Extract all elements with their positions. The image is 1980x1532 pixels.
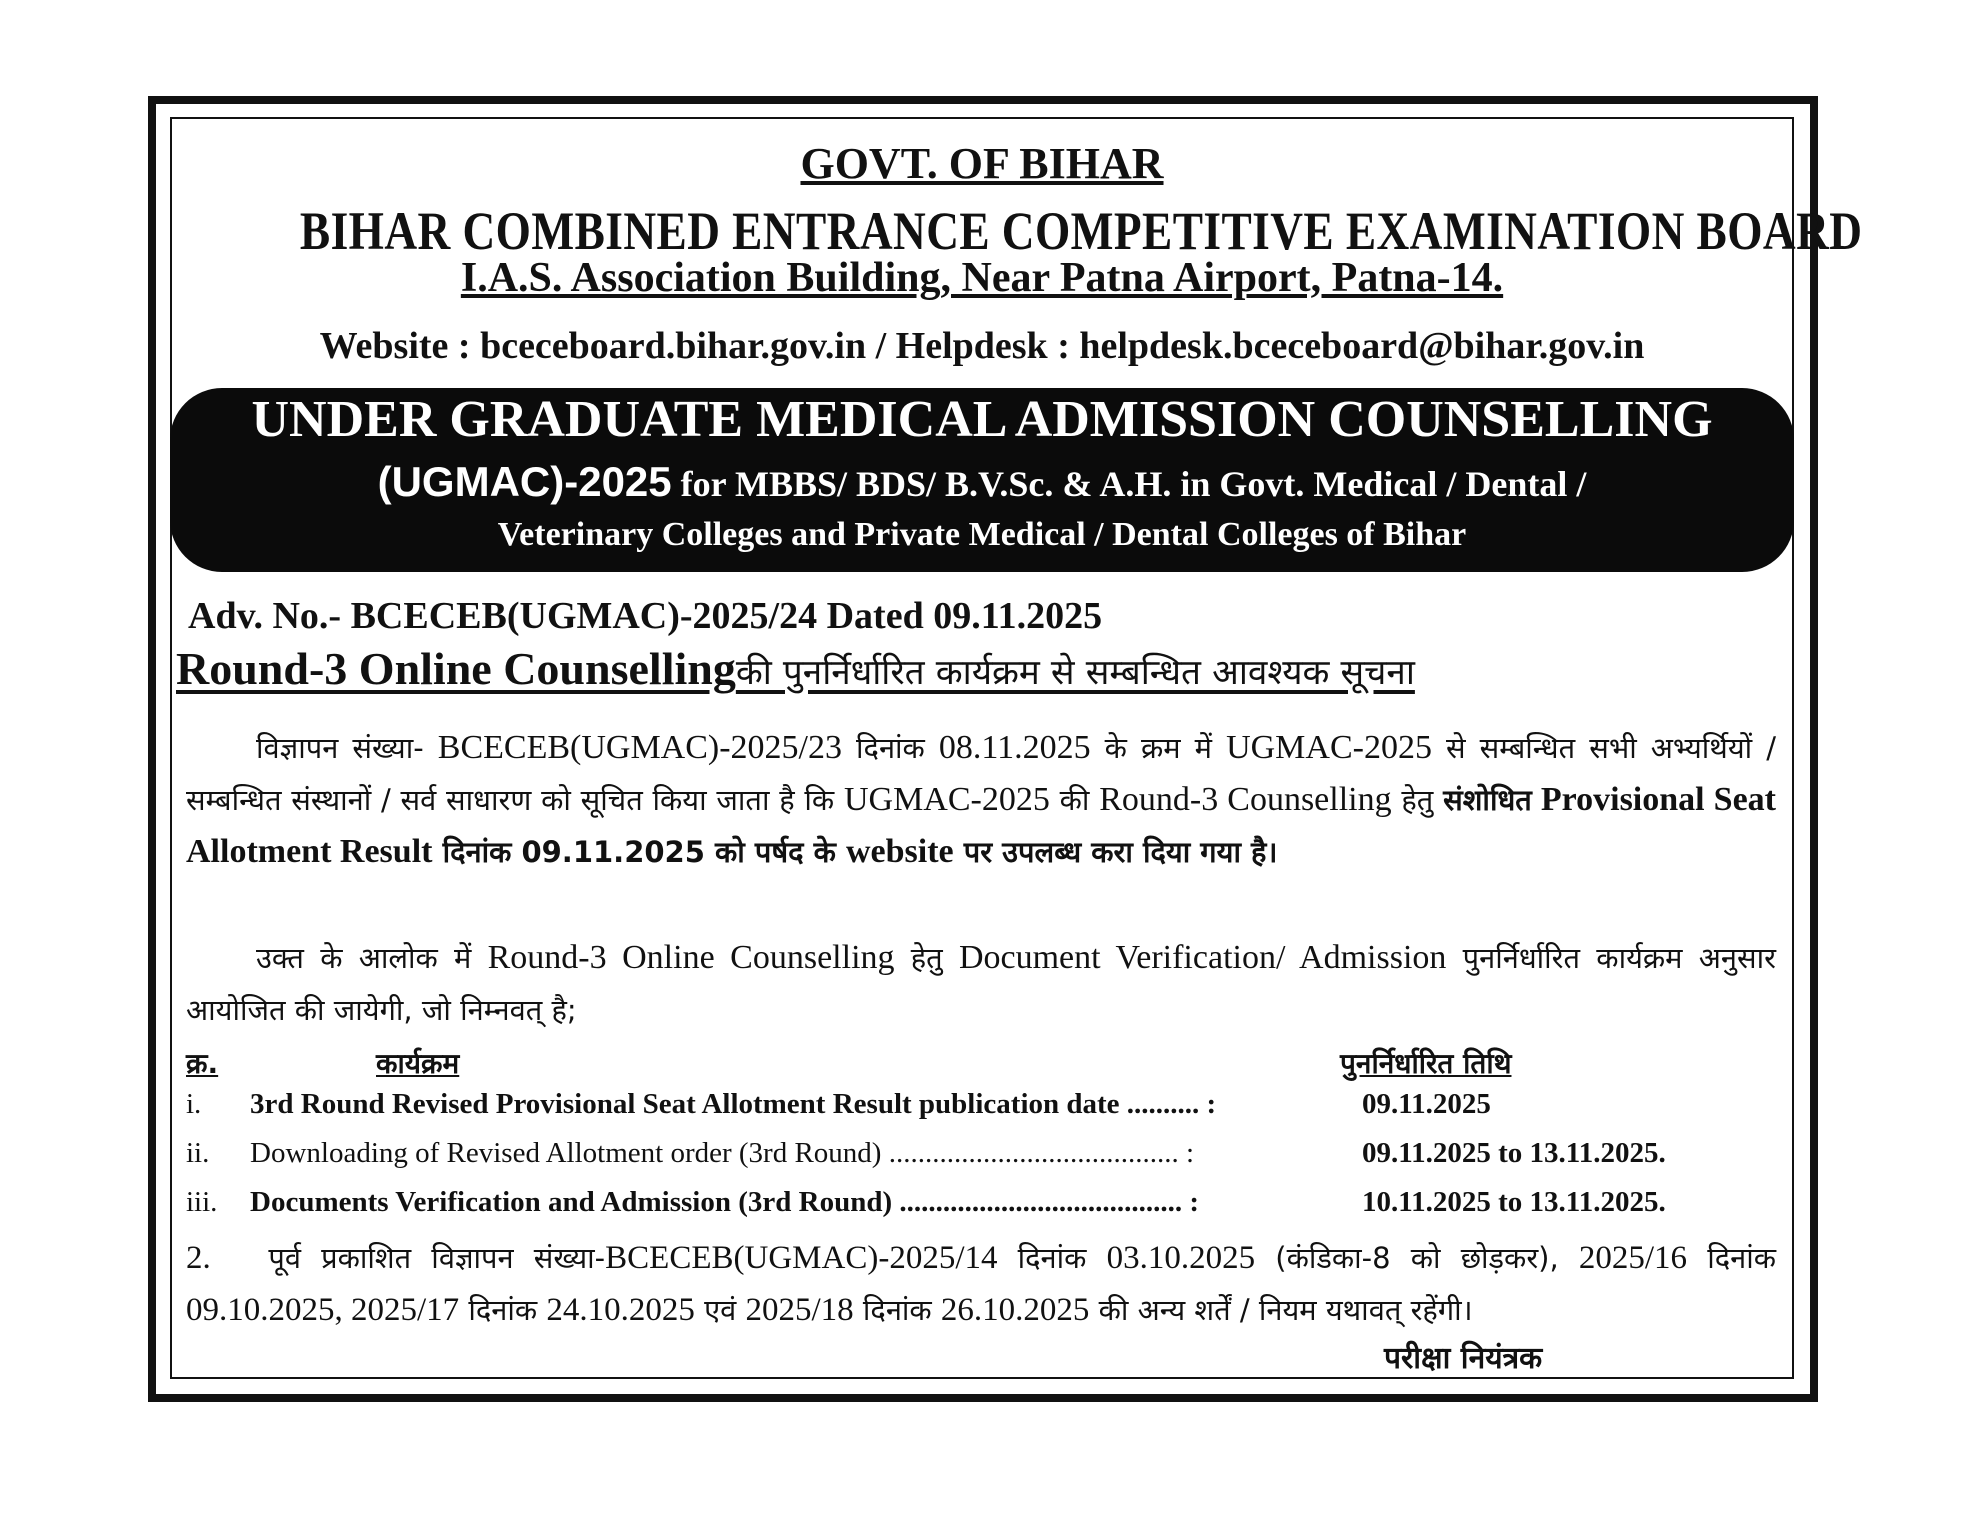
- banner-title: UNDER GRADUATE MEDICAL ADMISSION COUNSELLING: [251, 391, 1713, 448]
- p3-text: दिनांक: [1687, 1241, 1776, 1275]
- p3-num: 2.: [186, 1240, 211, 1276]
- header-date: पुनर्निर्धारित तिथि: [1340, 1047, 1512, 1080]
- row-label: Downloading of Revised Allotment order (3rd Round) ........................................ :: [250, 1137, 1195, 1169]
- header-programme: कार्यक्रम: [376, 1047, 460, 1080]
- p3-text: की अन्य शर्तें / नियम यथावत् रहेंगी।: [1089, 1293, 1473, 1327]
- p1-text: UGMAC-2025: [843, 781, 1050, 818]
- p1-text: website: [845, 833, 954, 870]
- p3-text: 2025/18: [745, 1292, 854, 1328]
- website-helpdesk-line: Website : bceceboard.bihar.gov.in / Helpdesk : helpdesk.bceceboard@bihar.gov.in: [319, 325, 1645, 367]
- p3-text: दिनांक: [853, 1293, 941, 1327]
- row-label: 3rd Round Revised Provisional Seat Allotment Result publication date .......... :: [250, 1088, 1217, 1120]
- p3-text: 2025/16: [1578, 1240, 1688, 1276]
- row-number: iii.: [186, 1186, 218, 1218]
- p3-text: 24.10.2025: [546, 1292, 695, 1328]
- p2-text: Document Verification/ Admission: [958, 939, 1447, 976]
- p2-text: उक्त के आलोक में: [256, 941, 488, 975]
- p3-text: पूर्व प्रकाशित विज्ञापन संख्या-: [268, 1241, 606, 1275]
- row-date: 10.11.2025 to 13.11.2025.: [1362, 1186, 1666, 1218]
- header-serial: क्र.: [186, 1047, 219, 1080]
- p1-text: दिनांक: [842, 731, 939, 765]
- p1-text: विज्ञापन संख्या-: [256, 731, 438, 765]
- schedule-row: [186, 1137, 1786, 1177]
- banner-subtitle: [170, 458, 1794, 506]
- p1-text: दिनांक 09.11.2025 को पर्षद के: [432, 835, 846, 869]
- p2-text: पुनर्निर्धारित कार्यक्रम अनुसार आयोजित की जायेगी, जो निम्नवत् है;: [186, 941, 1776, 1027]
- row-label: Documents Verification and Admission (3rd Round) ....................................... :: [250, 1186, 1200, 1218]
- p1-text: Provisional Seat Allotment Result: [186, 781, 1776, 870]
- schedule-row: [186, 1088, 1786, 1128]
- board-name: BIHAR COMBINED ENTRANCE COMPETITIVE EXAMINATION BOARD: [299, 201, 1863, 261]
- board-address: I.A.S. Association Building, Near Patna Airport, Patna-14.: [460, 255, 1504, 301]
- banner-courses: for MBBS/ BDS/ B.V.Sc. & A.H. in Govt. Medical / Dental /: [671, 464, 1587, 504]
- notice-subject: [176, 642, 1774, 695]
- p1-text: हेतु: [1391, 783, 1444, 817]
- advertisement-number: Adv. No.- BCECEB(UGMAC)-2025/24 Dated 09.11.2025: [188, 595, 1103, 637]
- p3-text: दिनांक: [997, 1241, 1107, 1275]
- p3-text: 03.10.2025: [1106, 1240, 1256, 1276]
- p2-text: हेतु: [894, 941, 959, 975]
- p3-text: (कंडिका-8 को छोड़कर),: [1255, 1241, 1579, 1275]
- row-number: ii.: [186, 1137, 210, 1169]
- p1-text: BCECEB(UGMAC)-2025/23: [437, 729, 842, 766]
- subject-english: Round-3 Online Counselling: [176, 643, 736, 694]
- p2-text: Round-3 Online Counselling: [487, 939, 895, 976]
- p1-text: की: [1049, 783, 1100, 817]
- row-number: i.: [186, 1088, 202, 1120]
- p3-text: दिनांक: [459, 1293, 547, 1327]
- paragraph-2: [186, 932, 1776, 1036]
- p1-text: UGMAC-2025: [1226, 729, 1432, 766]
- paragraph-1: [186, 722, 1776, 878]
- row-date: 09.11.2025 to 13.11.2025.: [1362, 1137, 1666, 1169]
- p1-text: 08.11.2025: [938, 729, 1091, 766]
- p3-text: एवं: [694, 1293, 746, 1327]
- paragraph-3: [186, 1232, 1776, 1336]
- row-date: 09.11.2025: [1362, 1088, 1491, 1120]
- govt-heading: GOVT. OF BIHAR: [800, 139, 1164, 188]
- p1-text: से सम्बन्धित सभी अभ्यर्थियों / सम्बन्धित संस्थानों / सर्व साधारण को सूचित किया जाता है कि: [186, 731, 1776, 817]
- banner-colleges: Veterinary Colleges and Private Medical / Dental Colleges of Bihar: [497, 516, 1467, 553]
- p1-text: पर उपलब्ध करा दिया गया है।: [953, 835, 1278, 869]
- banner-code: (UGMAC)-2025: [377, 458, 672, 505]
- p3-text: 09.10.2025, 2025/17: [186, 1292, 460, 1328]
- p1-text: संशोधित: [1443, 783, 1532, 817]
- counselling-banner: [170, 388, 1794, 572]
- signature-controller: परीक्षा नियंत्रक: [1384, 1341, 1543, 1376]
- p1-text: के क्रम में: [1090, 731, 1227, 765]
- p1-text: Round-3 Counselling: [1099, 781, 1392, 818]
- subject-hindi: की पुनर्निर्धारित कार्यक्रम से सम्बन्धित आवश्यक सूचना: [735, 653, 1415, 693]
- p3-text: 26.10.2025: [940, 1292, 1090, 1328]
- p3-text: BCECEB(UGMAC)-2025/14: [605, 1240, 998, 1276]
- schedule-row: [186, 1186, 1786, 1226]
